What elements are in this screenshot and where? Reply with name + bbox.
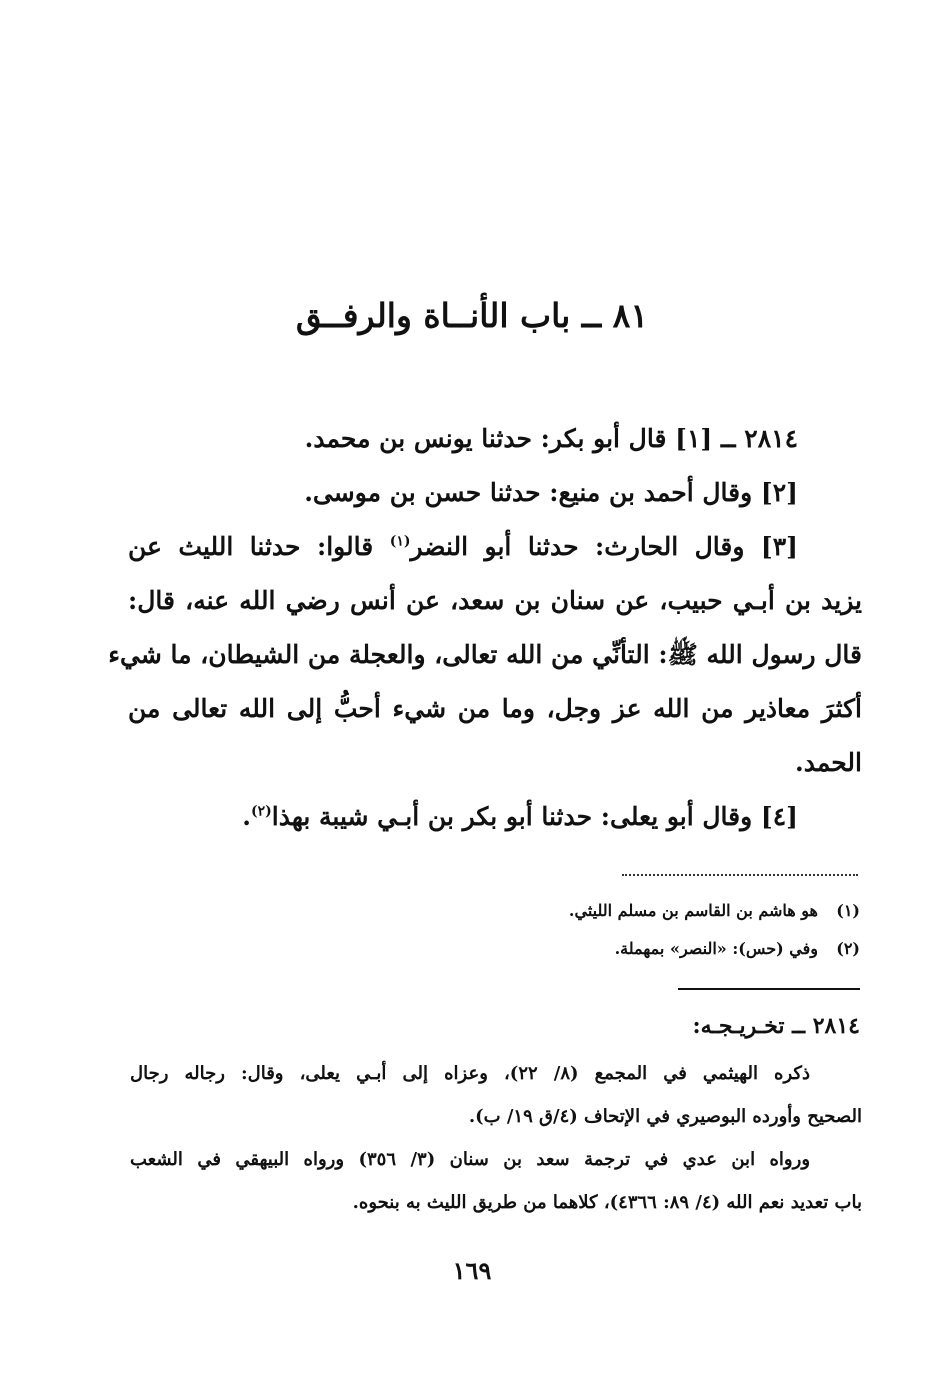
hadith-line-3-text-a: [٣] وقال الحارث: حدثنا أبو النضر bbox=[410, 532, 798, 561]
footnote-2 bbox=[360, 930, 860, 968]
hadith-line-4: يزيد بن أبـي حبيب، عن سنان بن سعد، عن أنس رضي الله عنه، قال: bbox=[128, 586, 862, 615]
hadith-line-8-text-b: . bbox=[242, 802, 251, 831]
takhrij-p2-line-2: باب تعديد نعم الله (٤/ ٨٩: ٤٣٦٦)، كلاهما من طريق الليث به بنحوه. bbox=[352, 1192, 862, 1213]
takhrij-p1-line-1: ذكره الهيثمي في المجمع (٨/ ٢٢)، وعزاه إلى أبـي يعلى، وقال: رجاله رجال bbox=[130, 1063, 810, 1084]
footnote-1-number: (١) bbox=[836, 901, 860, 920]
section-divider bbox=[678, 988, 860, 990]
hadith-line-8 bbox=[128, 790, 862, 844]
footnote-ref-2[interactable]: (٢) bbox=[250, 803, 272, 820]
hadith-line-3 bbox=[128, 520, 862, 574]
hadith-line-2: [٢] وقال أحمد بن منيع: حدثنا حسن بن موسى. bbox=[304, 478, 798, 507]
footnote-2-text: وفي (حس): «النصر» بمهملة. bbox=[614, 939, 818, 958]
hadith-line-1: ٢٨١٤ ــ [١] قال أبو بكر: حدثنا يونس بن محمد. bbox=[304, 424, 798, 453]
footnote-ref-1[interactable]: (١) bbox=[389, 533, 411, 550]
takhrij-p1-line-2: الصحيح وأورده البوصيري في الإتحاف (٤/ق ١٩/ ب). bbox=[468, 1106, 862, 1127]
footnote-separator bbox=[622, 862, 858, 876]
hadith-line-3-text-b: قالوا: حدثنا الليث عن bbox=[128, 532, 390, 561]
takhrij-text bbox=[130, 1052, 862, 1224]
page-number: ١٦٩ bbox=[452, 1256, 492, 1285]
hadith-line-7: الحمد. bbox=[795, 748, 862, 777]
chapter-title: ٨١ ــ باب الأنــاة والرفــق bbox=[295, 296, 649, 335]
footnote-2-number: (٢) bbox=[836, 939, 860, 958]
footnote-1 bbox=[360, 892, 860, 930]
hadith-line-8-text-a: [٤] وقال أبو يعلى: حدثنا أبو بكر بن أبـي شيبة بهذا bbox=[271, 802, 798, 831]
hadith-line-5: قال رسول الله ﷺ: التأنِّي من الله تعالى، والعجلة من الشيطان، ما شيء bbox=[108, 640, 862, 669]
takhrij-heading: ٢٨١٤ ــ تخـريـجـه: bbox=[692, 1013, 860, 1039]
footnotes bbox=[360, 892, 860, 968]
takhrij-p2-line-1: ورواه ابن عدي في ترجمة سعد بن سنان (٣/ ٣٥٦) ورواه البيهقي في الشعب bbox=[130, 1149, 811, 1170]
footnote-1-text: هو هاشم بن القاسم بن مسلم الليثي. bbox=[568, 901, 818, 920]
hadith-line-6: أكثرَ معاذير من الله عز وجل، وما من شيء أحبُّ إلى الله تعالى من bbox=[128, 694, 862, 723]
hadith-text bbox=[108, 412, 862, 844]
